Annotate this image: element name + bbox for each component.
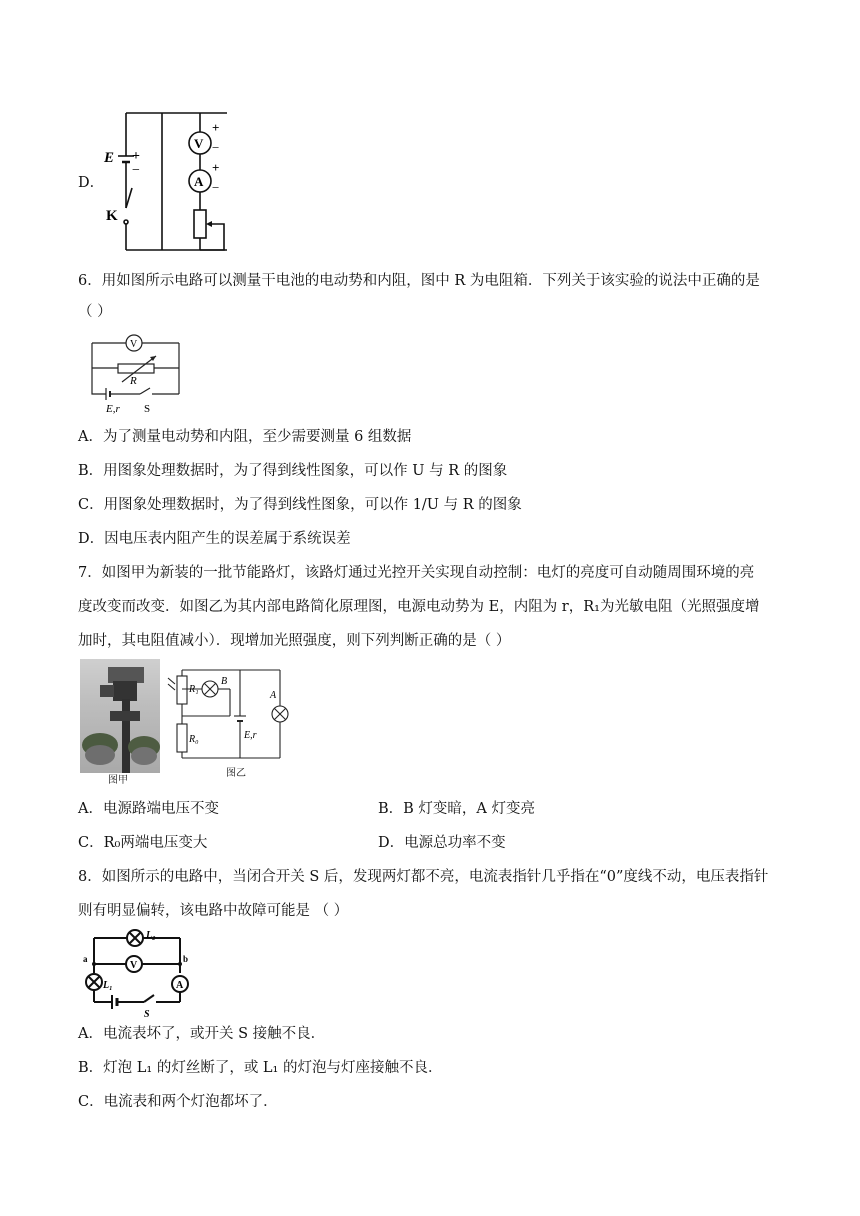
q7-r1-label: R₁ xyxy=(189,684,199,695)
q6-option-a: A．为了测量电动势和内阻，至少需要测量 6 组数据 xyxy=(78,429,412,445)
q5-switch-label: K xyxy=(106,208,118,224)
q5-battery-label: E xyxy=(104,150,115,166)
q6-switch-label: S xyxy=(144,403,151,415)
q8-option-b: B．灯泡 L₁ 的灯丝断了，或 L₁ 的灯泡与灯座接触不良． xyxy=(78,1060,443,1076)
q7-option-d: D．电源总功率不变 xyxy=(378,835,506,851)
q5-option-d-label: D． xyxy=(78,175,105,191)
q6-resistor-label: R xyxy=(130,375,137,387)
q5-ammeter-label: A xyxy=(194,174,204,189)
q8-circuit-diagram xyxy=(82,928,192,1020)
q5-voltmeter-label: V xyxy=(194,136,204,151)
q5-circuit-diagram xyxy=(102,108,242,258)
q5-battery-plus: + xyxy=(132,149,140,164)
q6-option-b: B．用图象处理数据时，为了得到线性图象，可以作 U 与 R 的图象 xyxy=(78,463,508,479)
q8-stem-line1: 8．如图所示的电路中，当闭合开关 S 后，发现两灯都不亮，电流表指针几乎指在“0”度线不动，电压表指针 xyxy=(78,869,769,885)
q5-a-minus: − xyxy=(212,180,220,195)
q8-option-c: C．电流表和两个灯泡都坏了． xyxy=(78,1094,278,1110)
q6-voltmeter-label: V xyxy=(130,339,138,350)
q7-stem-line1: 7．如图甲为新装的一批节能路灯，该路灯通过光控开关实现自动控制：电灯的亮度可自动随周围环境的亮 xyxy=(78,565,755,581)
q8-point-b-label: b xyxy=(183,954,189,964)
q8-switch-label: S xyxy=(144,1009,150,1020)
q6-stem-line2: （ ） xyxy=(78,304,112,320)
q7-lamp-a-label: A xyxy=(270,690,277,701)
q5-v-plus: + xyxy=(212,120,220,135)
q7-r0-label: R₀ xyxy=(189,734,199,745)
q8-ammeter-label: A xyxy=(176,980,184,991)
q6-battery-label: E,r xyxy=(106,403,120,415)
q7-option-c: C．R₀两端电压变大 xyxy=(78,835,208,851)
q7-fig-caption-a: 图甲 xyxy=(108,775,128,786)
q8-voltmeter-label: V xyxy=(130,960,138,971)
q7-stem-line3: 加时，其电阻值减小）．现增加光照强度，则下列判断正确的是（ ） xyxy=(78,633,511,649)
q6-option-c: C．用图象处理数据时，为了得到线性图象，可以作 1/U 与 R 的图象 xyxy=(78,497,522,513)
street-lamp-photo xyxy=(80,659,160,773)
q7-battery-label: E,r xyxy=(244,730,257,741)
q6-stem-line1: 6．用如图所示电路可以测量干电池的电动势和内阻，图中 R 为电阻箱．下列关于该实验的说法中正确的是 xyxy=(78,273,760,289)
q5-a-plus: + xyxy=(212,160,220,175)
q8-l2-label: L₂ xyxy=(146,930,156,941)
q7-circuit-diagram xyxy=(166,666,301,766)
q8-l1-label: L₁ xyxy=(103,980,113,991)
q5-v-minus: − xyxy=(212,140,220,155)
q5-battery-minus: − xyxy=(132,163,140,178)
q8-stem-line2: 则有明显偏转，该电路中故障可能是 （ ） xyxy=(78,903,349,919)
q7-stem-line2: 度改变而改变．如图乙为其内部电路简化原理图，电源电动势为 E，内阻为 r，R₁为光敏电阻（光照强度增 xyxy=(78,599,760,615)
q8-point-a-label: a xyxy=(83,954,88,964)
q7-option-b: B．B 灯变暗，A 灯变亮 xyxy=(378,801,535,817)
q6-circuit-diagram xyxy=(84,330,184,416)
q7-fig-caption-b: 图乙 xyxy=(226,768,246,779)
q7-option-a: A．电源路端电压不变 xyxy=(78,801,219,817)
q8-option-a: A．电流表坏了，或开关 S 接触不良． xyxy=(78,1026,326,1042)
q7-lamp-b-label: B xyxy=(221,676,228,687)
q6-option-d: D．因电压表内阻产生的误差属于系统误差 xyxy=(78,531,351,547)
